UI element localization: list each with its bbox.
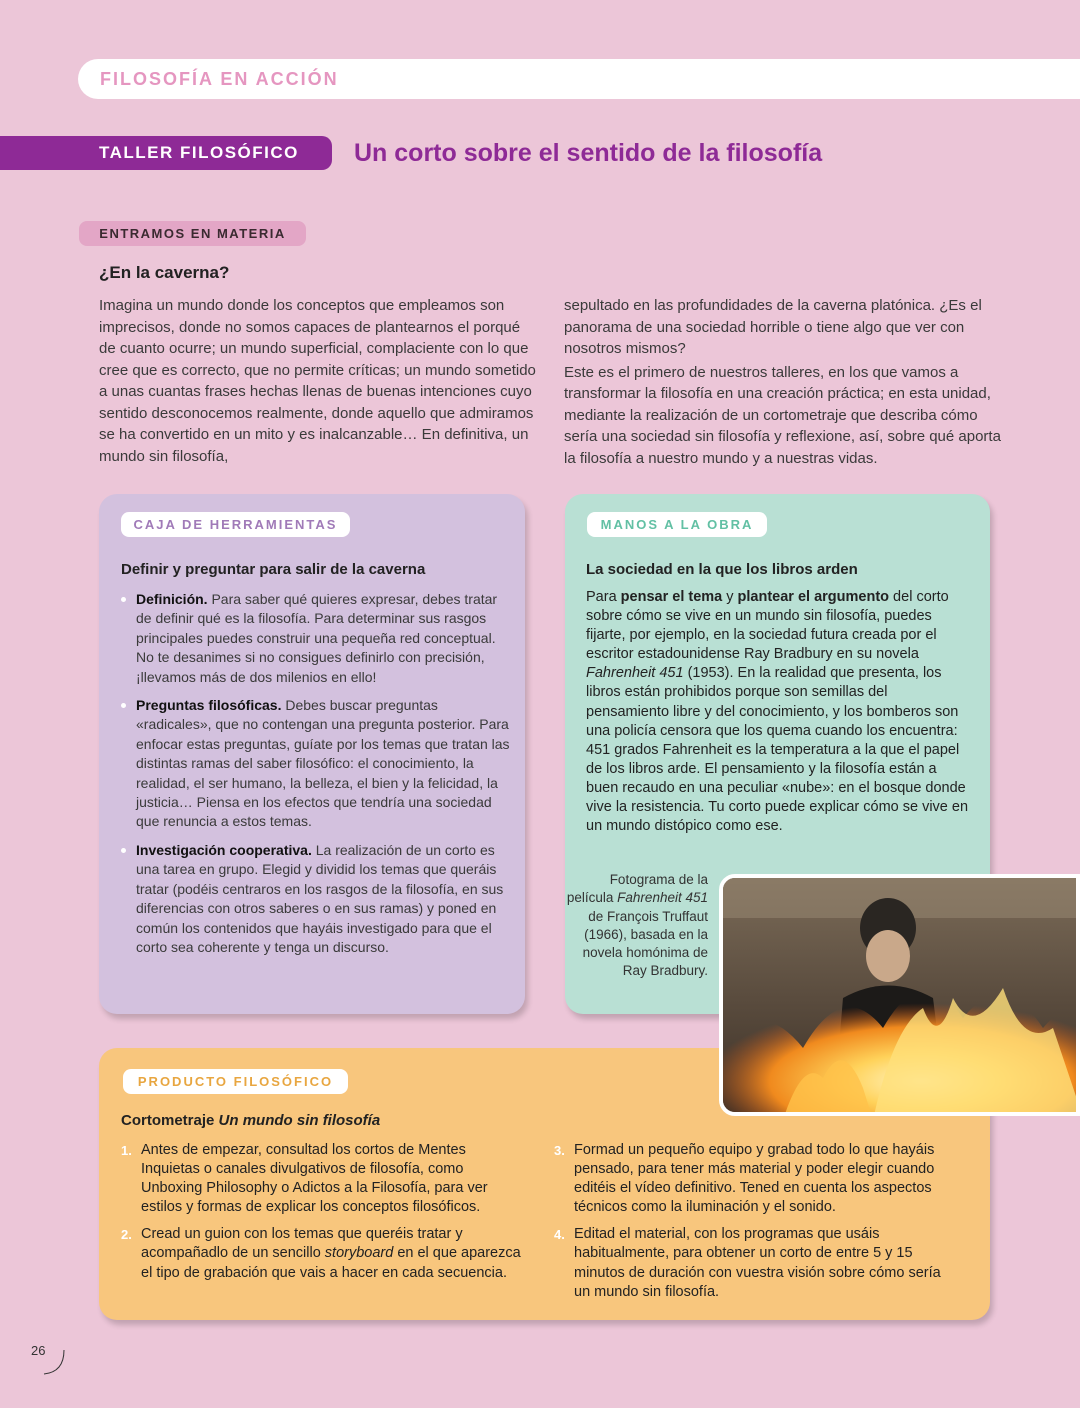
text-bold: plantear el argumento: [737, 589, 890, 605]
steps-right: [554, 1141, 954, 1310]
intro-left-column: [99, 295, 539, 467]
term: Investigación cooperativa.: [136, 841, 312, 858]
page-corner-curve-icon: [42, 1348, 68, 1378]
text-bold: pensar el tema: [620, 589, 723, 605]
section-header-bar: [78, 59, 1080, 99]
intro-paragraph: sepultado en las profundidades de la caverna platónica. ¿Es el panorama de una sociedad horrible o tiene algo que ver con nosotros mismos?: [564, 297, 982, 357]
step-italic: storyboard: [324, 1245, 394, 1262]
tools-list: [121, 590, 511, 966]
step-text: Cread un guion con los temas que queréis tratar y acompañadlo de un sencillo: [141, 1226, 463, 1262]
intro-paragraph: Imagina un mundo donde los conceptos que empleamos son imprecisos, donde no somos capaces de plantearnos el porqué de cuanto ocurre; un mundo superficial, complaciente con lo que cree que es correcto, que no permite críticas; un mundo sometido a unas cuantas frases hechas llenas de buenas intenciones cuyo sentido desconocemos realmente, donde aquello que admiramos se ha convertido en un mito y es inalcanzable… En definitiva, un mundo sin filosofía,: [99, 297, 536, 465]
page-number: 26: [31, 1343, 46, 1358]
list-item: [121, 841, 511, 957]
taller-tab: TALLER FILOSÓFICO: [0, 136, 332, 170]
step-text: Antes de empezar, consultad los cortos de Mentes Inquietas o canales divulgativos de filosofía, como Unboxing Philosophy o Adictos a la Filosofía, para ver estilos y formas de explicar los conceptos filosóficos.: [141, 1142, 488, 1216]
entramos-pill: ENTRAMOS EN MATERIA: [79, 221, 306, 246]
manos-paragraph: [586, 588, 971, 836]
film-still-photo: [719, 874, 1080, 1116]
caption-text: de François Truffaut (1966), basada en la novela homónima de Ray Bradbury.: [582, 908, 708, 979]
step-number: 1.: [121, 1143, 132, 1158]
step-number: 2.: [121, 1227, 132, 1243]
page-title: Un corto sobre el sentido de la filosofía: [354, 138, 823, 167]
step-text: en el que aparezca el tipo de grabación que vais a hacer en cada secuencia.: [141, 1245, 521, 1281]
list-item: [121, 590, 511, 687]
producto-pill: PRODUCTO FILOSÓFICO: [123, 1069, 348, 1094]
tools-box: [99, 494, 525, 1014]
photo-caption: [565, 871, 708, 981]
caption-text: Fotograma de la película: [566, 872, 708, 906]
text: Para: [586, 589, 621, 605]
film-still-illustration: [723, 878, 1080, 1116]
term: Definición.: [136, 591, 208, 607]
text: y: [722, 589, 738, 605]
text: del corto sobre cómo se vive en un mundo sin filosofía, puedes fijarte, por ejemplo, en la sociedad futura creada por el escritor estadounidense Ray Bradbury en su novela: [586, 589, 949, 663]
step-text: Editad el material, con los programas que usáis habitualmente, para obtener un corto de entre 5 y 15 minutos de duración con vuestra visión sobre cómo sería un mundo sin filosofía.: [574, 1226, 941, 1300]
heading-text: Cortometraje: [121, 1112, 219, 1129]
book-title: Fahrenheit 451: [586, 665, 684, 682]
step-item: [554, 1141, 954, 1217]
step-number: 3.: [554, 1143, 565, 1158]
text: (1953). En la realidad que presenta, los libros están prohibidos porque son semillas del pensamiento libre y del conocimiento, y los bomberos son una policía censora que los quema cuando los encuentra: 451 grados Fahrenheit es la temperatura a la que el papel de los libros arde. El pensamiento y la filosofía están a buen recaudo en una peculiar «nube»: en el bosque donde vive la resistencia. Tu corto puede explicar cómo se vive en un mundo distópico como ese.: [586, 665, 969, 835]
step-item: [121, 1141, 521, 1217]
intro-heading: ¿En la caverna?: [99, 263, 230, 282]
film-title: Fahrenheit 451: [617, 890, 708, 906]
manos-heading: La sociedad en la que los libros arden: [586, 561, 858, 578]
list-item: [121, 696, 511, 832]
step-item: [554, 1225, 954, 1301]
step-text: Formad un pequeño equipo y grabad todo lo que hayáis pensado, para tener más material y poder elegir cuando editéis el vídeo definitivo. Tened en cuenta los aspectos técnicos como la iluminación y el sonido.: [574, 1142, 935, 1216]
step-number: 4.: [554, 1227, 565, 1243]
tools-pill: CAJA DE HERRAMIENTAS: [121, 512, 350, 537]
item-text: Debes buscar preguntas «radicales», que no contengan una pregunta posterior. Para enfocar estas preguntas, guíate por los temas que tratan las distintas ramas del saber filosófico: el conocimiento, la realidad, el ser humano, la belleza, el bien y la felicidad, la justicia… Piensa en los efectos que tendría una sociedad que renuncia a estos temas.: [136, 697, 510, 830]
producto-heading: [121, 1112, 380, 1129]
steps-left: [121, 1141, 521, 1291]
item-text: Para saber qué quieres expresar, debes tratar de definir qué es la filosofía. Para determinar sus rasgos principales puedes construir una pequeña red conceptual. No te desanimes si no consigues definirlo con precisión, ¡llevamos más de dos milenios en ello!: [136, 591, 498, 685]
item-text: La realización de un corto es una tarea en grupo. Elegid y dividid los temas que queráis tratar (podéis centraros en los rasgos de la filosofía, en sus diferencias con otros saberes o en sus ramas) y poned en común los contenidos que hayáis investigado para que el corto sea coherente y tenga un discurso.: [136, 841, 504, 955]
term: Preguntas filosóficas.: [136, 697, 282, 714]
heading-italic: Un mundo sin filosofía: [218, 1112, 381, 1129]
intro-right-column: [564, 295, 1004, 469]
tools-heading: Definir y preguntar para salir de la caverna: [121, 561, 426, 578]
section-title: FILOSOFÍA EN ACCIÓN: [100, 68, 339, 89]
step-item: [121, 1225, 521, 1282]
intro-paragraph: Este es el primero de nuestros talleres, en los que vamos a transformar la filosofía en una creación práctica; en esta unidad, mediante la realización de un cortometraje que describa cómo sería una sociedad sin filosofía y reflexione, así, sobre qué aporta la filosofía a nuestro mundo y a nuestras vidas.: [564, 363, 1001, 467]
manos-pill: MANOS A LA OBRA: [587, 512, 767, 537]
